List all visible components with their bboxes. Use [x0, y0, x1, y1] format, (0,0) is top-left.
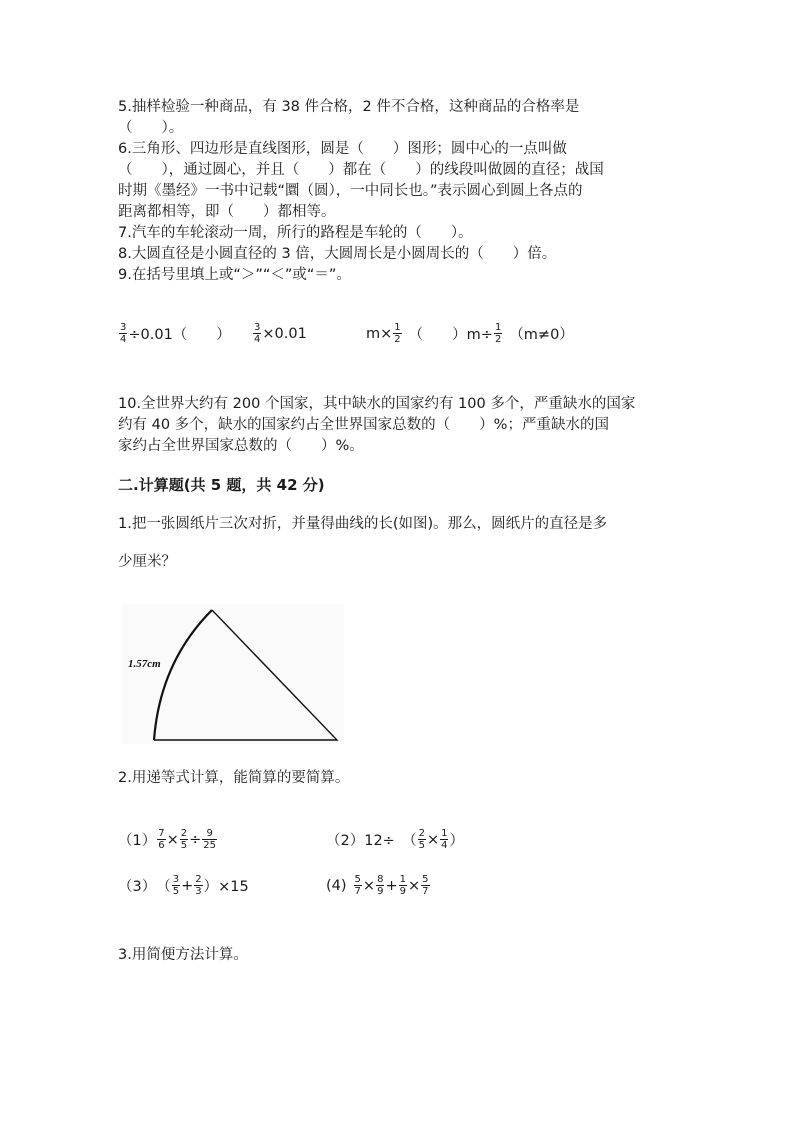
expression-text: （2）12÷ （: [326, 833, 417, 849]
q5-line-2: （ ）。: [118, 120, 184, 136]
expression-text: ×: [407, 877, 421, 894]
c1-line-2: 少厘米？: [118, 554, 176, 570]
c2-problem-3: [118, 874, 249, 897]
denominator: 4: [441, 840, 448, 851]
denominator: 4: [120, 334, 127, 345]
expression-text: ×0.01: [262, 325, 307, 342]
q6-line-3: 时期《墨经》一书中记载“圜（圆），一中同长也。”表示圆心到圆上各点的: [118, 183, 583, 199]
arc-length-label: 1.57cm: [128, 658, 161, 670]
expression-text: ×: [362, 877, 376, 894]
expression-text: ）: [449, 833, 464, 849]
c2-problem-2: [326, 828, 464, 851]
expression-text: ÷: [189, 831, 202, 848]
fraction: [194, 874, 202, 897]
numerator: 1: [394, 322, 401, 333]
q10-line-3: 家约占全世界国家总数的（ ）%。: [118, 438, 364, 454]
c2-title: 2.用递等式计算，能简算的要简算。: [118, 770, 350, 786]
denominator: 7: [422, 886, 429, 897]
expression-text: +: [181, 877, 194, 894]
q6-line-2: （ ），通过圆心，并且（ ）都在（ ）的线段叫做圆的直径；战国: [118, 162, 604, 178]
fraction: [119, 322, 127, 345]
denominator: 4: [254, 334, 261, 345]
expression-text: （1）: [118, 833, 157, 849]
q7-line: 7.汽车的车轮滚动一周，所行的路程是车轮的（ ）。: [118, 225, 473, 241]
expression-text: （ ）m÷: [408, 327, 493, 343]
fraction: [180, 828, 188, 851]
expression-text: （3） （: [118, 879, 171, 895]
numerator: 2: [418, 828, 425, 839]
denominator: 3: [195, 886, 202, 897]
fraction: [172, 874, 180, 897]
numerator: 2: [180, 828, 188, 839]
numerator: 8: [377, 874, 384, 885]
fraction: [354, 874, 362, 897]
fraction: [421, 874, 429, 897]
denominator: 5: [172, 886, 180, 897]
q9-expression-1: [118, 322, 231, 345]
c2-problem-4: [326, 874, 431, 897]
sector-figure: [122, 604, 344, 744]
denominator: 25: [203, 840, 217, 851]
c3-title: 3.用简便方法计算。: [118, 947, 248, 963]
numerator: 5: [422, 874, 429, 885]
expression-text: ÷0.01（ ）: [128, 327, 231, 343]
fraction: [253, 322, 261, 345]
denominator: 2: [494, 334, 502, 345]
numerator: 7: [158, 828, 165, 839]
numerator: 3: [172, 874, 180, 885]
numerator: 1: [494, 322, 502, 333]
expression-text: ×: [166, 831, 179, 848]
numerator: 2: [195, 874, 202, 885]
denominator: 9: [399, 886, 406, 897]
q9-line: 9.在括号里填上或“＞”“＜”或“＝”。: [118, 267, 351, 283]
denominator: 2: [394, 334, 401, 345]
expression-text: （m≠0）: [509, 327, 574, 343]
fraction: [202, 828, 217, 851]
section-title: 二.计算题(共 5 题，共 42 分): [118, 476, 325, 494]
c2-problem-1: [118, 828, 218, 851]
numerator: 3: [120, 322, 127, 333]
fraction: [376, 874, 384, 897]
expression-text: ）×15: [203, 879, 249, 895]
expression-text: (4): [326, 877, 347, 894]
expression-text: m×: [366, 325, 393, 342]
numerator: 3: [254, 322, 261, 333]
expression-text: ×: [426, 831, 440, 848]
numerator: 5: [354, 874, 361, 885]
denominator: 5: [180, 840, 188, 851]
denominator: 6: [158, 840, 165, 851]
q9-expression-3: [366, 322, 574, 345]
q10-line-2: 约有 40 多个，缺水的国家约占全世界国家总数的（ ）%；严重缺水的国: [118, 417, 609, 433]
numerator: 1: [441, 828, 448, 839]
numerator: 1: [399, 874, 406, 885]
q6-line-1: 6.三角形、四边形是直线图形，圆是（ ）图形；圆中心的一点叫做: [118, 141, 567, 157]
q6-line-4: 距离都相等，即（ ）都相等。: [118, 204, 336, 220]
fraction: [393, 322, 401, 345]
q10-line-1: 10.全世界大约有 200 个国家，其中缺水的国家约有 100 多个，严重缺水的国家: [118, 396, 636, 412]
q5-line-1: 5.抽样检验一种商品，有 38 件合格，2 件不合格，这种商品的合格率是: [118, 99, 580, 115]
fraction: [399, 874, 407, 897]
c1-line-1: 1.把一张圆纸片三次对折，并量得曲线的长(如图)。那么，圆纸片的直径是多: [118, 516, 608, 532]
denominator: 9: [377, 886, 384, 897]
q9-expression-2: [252, 322, 307, 345]
fraction: [157, 828, 165, 851]
fraction: [494, 322, 502, 345]
fraction: [440, 828, 448, 851]
fraction: [418, 828, 426, 851]
denominator: 7: [354, 886, 361, 897]
q8-line: 8.大圆直径是小圆直径的 3 倍，大圆周长是小圆周长的（ ）倍。: [118, 246, 557, 262]
numerator: 9: [202, 828, 217, 840]
denominator: 5: [418, 840, 425, 851]
expression-text: +: [385, 877, 398, 894]
